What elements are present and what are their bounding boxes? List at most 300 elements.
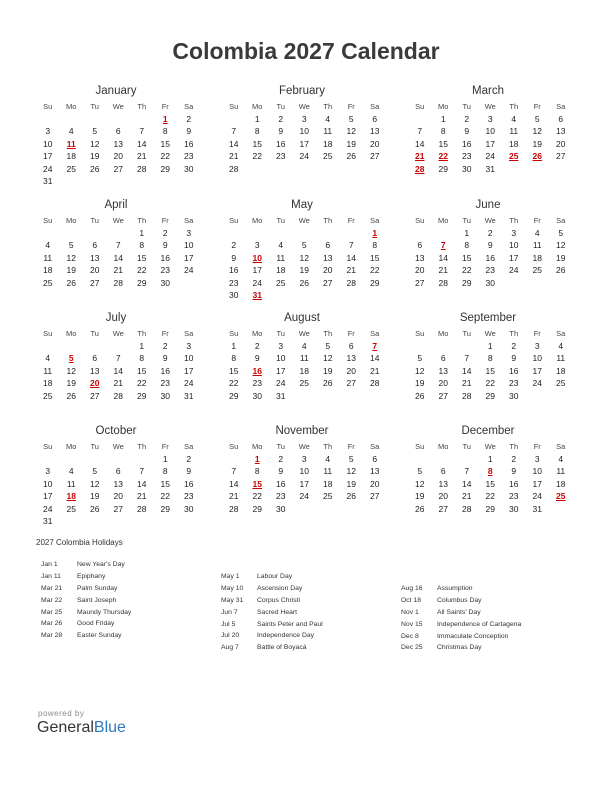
day-cell: 26 bbox=[415, 390, 425, 401]
day-cell: 10 bbox=[532, 466, 542, 477]
day-cell: 21 bbox=[137, 491, 147, 502]
day-cell: 29 bbox=[462, 277, 472, 288]
day-cell: 18 bbox=[43, 265, 53, 276]
empty-cell bbox=[408, 453, 432, 465]
day-cell: 12 bbox=[415, 478, 425, 489]
holiday-row bbox=[221, 630, 323, 642]
day-cell: 28 bbox=[229, 163, 239, 174]
day-cell: 11 bbox=[66, 478, 76, 489]
holiday-name: Epiphany bbox=[77, 572, 106, 580]
weekday-header: Th bbox=[323, 442, 333, 451]
day-cell: 2 bbox=[278, 114, 284, 124]
weekday-header: Fr bbox=[533, 329, 541, 338]
day-cell: 29 bbox=[485, 503, 495, 514]
day-cell: 9 bbox=[511, 353, 517, 364]
day-cell: 27 bbox=[113, 503, 123, 514]
day-cell: 5 bbox=[417, 466, 423, 477]
holiday-row bbox=[401, 619, 521, 631]
weekday-header: Mo bbox=[66, 102, 77, 111]
day-cell: 17 bbox=[532, 365, 542, 376]
weekday-header: Su bbox=[43, 329, 53, 338]
day-cell: 6 bbox=[92, 240, 98, 251]
holiday-date: Jan 11 bbox=[41, 572, 61, 580]
day-cell: 9 bbox=[186, 126, 192, 137]
day-cell: 29 bbox=[229, 390, 239, 401]
day-cell: 17 bbox=[43, 151, 53, 162]
holiday-day-cell: 8 bbox=[487, 466, 493, 477]
day-cell: 16 bbox=[276, 478, 286, 489]
holiday-name: Independence of Cartagena bbox=[437, 620, 522, 628]
holiday-name: Ascension Day bbox=[257, 584, 303, 592]
holiday-day-cell: 5 bbox=[68, 353, 74, 364]
day-cell: 26 bbox=[346, 491, 356, 502]
empty-cell bbox=[83, 113, 107, 125]
day-cell: 6 bbox=[558, 114, 564, 124]
weekday-header: Tu bbox=[462, 329, 471, 338]
weekday-header: Su bbox=[229, 102, 239, 111]
month-name: October bbox=[95, 425, 137, 437]
day-cell: 24 bbox=[252, 277, 262, 288]
day-cell: 15 bbox=[370, 252, 380, 263]
day-cell: 18 bbox=[323, 478, 333, 489]
day-cell: 14 bbox=[113, 365, 123, 376]
powered-by-text: powered by bbox=[38, 709, 85, 718]
holiday-row bbox=[41, 559, 131, 571]
day-cell: 10 bbox=[509, 240, 519, 251]
empty-cell bbox=[222, 227, 246, 239]
day-cell: 11 bbox=[556, 466, 566, 477]
day-cell: 16 bbox=[485, 252, 495, 263]
day-cell: 23 bbox=[485, 265, 495, 276]
day-cell: 14 bbox=[137, 138, 147, 149]
day-cell: 30 bbox=[509, 390, 519, 401]
day-cell: 7 bbox=[417, 126, 423, 137]
weekday-header: Sa bbox=[556, 216, 566, 225]
day-cell: 12 bbox=[323, 353, 333, 364]
day-cell: 24 bbox=[509, 265, 519, 276]
day-cell: 12 bbox=[532, 126, 542, 137]
day-cell: 22 bbox=[160, 151, 170, 162]
weekday-header: Sa bbox=[184, 329, 194, 338]
weekday-header: Th bbox=[509, 442, 519, 451]
day-cell: 7 bbox=[139, 466, 145, 477]
holiday-row bbox=[401, 631, 521, 643]
day-cell: 14 bbox=[438, 252, 448, 263]
weekday-header: Tu bbox=[462, 102, 471, 111]
weekday-header: We bbox=[484, 102, 496, 111]
day-cell: 27 bbox=[438, 390, 448, 401]
month-days-grid bbox=[408, 100, 568, 175]
holiday-row bbox=[41, 630, 131, 642]
weekday-header: Fr bbox=[161, 329, 169, 338]
day-cell: 22 bbox=[370, 265, 380, 276]
day-cell: 15 bbox=[137, 365, 147, 376]
month-days-grid bbox=[408, 327, 568, 402]
holiday-row bbox=[401, 583, 521, 595]
day-cell: 23 bbox=[509, 378, 519, 389]
weekday-header: Mo bbox=[252, 329, 263, 338]
weekday-header: Sa bbox=[556, 442, 566, 451]
weekday-header: Th bbox=[509, 216, 519, 225]
empty-cell bbox=[222, 453, 246, 465]
day-cell: 20 bbox=[346, 365, 356, 376]
day-cell: 12 bbox=[90, 138, 100, 149]
day-cell: 1 bbox=[139, 341, 145, 351]
day-cell: 14 bbox=[229, 478, 239, 489]
day-cell: 24 bbox=[184, 265, 194, 276]
holiday-date: Oct 18 bbox=[401, 596, 422, 604]
day-cell: 18 bbox=[323, 138, 333, 149]
weekday-header: Tu bbox=[276, 216, 285, 225]
day-cell: 6 bbox=[372, 454, 378, 464]
holiday-day-cell: 22 bbox=[438, 151, 448, 162]
day-cell: 17 bbox=[299, 478, 309, 489]
month-july bbox=[36, 309, 196, 402]
holiday-day-cell: 20 bbox=[90, 378, 100, 389]
day-cell: 13 bbox=[323, 252, 333, 263]
weekday-header: We bbox=[112, 442, 124, 451]
empty-cell bbox=[316, 227, 340, 239]
day-cell: 7 bbox=[115, 353, 121, 364]
day-cell: 21 bbox=[113, 378, 123, 389]
weekday-header: Th bbox=[137, 442, 147, 451]
day-cell: 28 bbox=[346, 277, 356, 288]
month-october bbox=[36, 422, 196, 527]
day-cell: 31 bbox=[532, 503, 542, 514]
day-cell: 20 bbox=[323, 265, 333, 276]
day-cell: 28 bbox=[113, 277, 123, 288]
weekday-header: Mo bbox=[252, 216, 263, 225]
day-cell: 1 bbox=[162, 454, 168, 464]
day-cell: 6 bbox=[115, 466, 121, 477]
day-cell: 20 bbox=[438, 378, 448, 389]
day-cell: 30 bbox=[276, 503, 286, 514]
day-cell: 19 bbox=[90, 151, 100, 162]
holiday-name: Good Friday bbox=[77, 620, 115, 628]
day-cell: 13 bbox=[113, 138, 123, 149]
empty-cell bbox=[432, 453, 456, 465]
day-cell: 16 bbox=[509, 478, 519, 489]
month-march bbox=[408, 82, 568, 175]
weekday-header: Mo bbox=[438, 216, 449, 225]
day-cell: 5 bbox=[92, 466, 98, 477]
empty-cell bbox=[60, 453, 84, 465]
holiday-date: Mar 26 bbox=[41, 620, 63, 628]
weekday-header: Th bbox=[137, 329, 147, 338]
day-cell: 15 bbox=[438, 138, 448, 149]
day-cell: 13 bbox=[113, 478, 123, 489]
weekday-header: Mo bbox=[438, 102, 449, 111]
empty-cell bbox=[107, 113, 131, 125]
day-cell: 14 bbox=[346, 252, 356, 263]
day-cell: 4 bbox=[68, 126, 74, 137]
day-cell: 15 bbox=[229, 365, 239, 376]
weekday-header: Tu bbox=[462, 216, 471, 225]
day-cell: 26 bbox=[66, 390, 76, 401]
weekday-header: Fr bbox=[347, 102, 355, 111]
weekday-header: Th bbox=[137, 216, 147, 225]
holiday-day-cell: 31 bbox=[252, 289, 262, 300]
day-cell: 20 bbox=[556, 138, 566, 149]
holiday-row bbox=[401, 595, 521, 607]
holiday-day-cell: 25 bbox=[509, 151, 519, 162]
day-cell: 25 bbox=[299, 378, 309, 389]
day-cell: 24 bbox=[485, 151, 495, 162]
generalblue-logo[interactable] bbox=[37, 719, 126, 737]
day-cell: 20 bbox=[113, 151, 123, 162]
day-cell: 10 bbox=[485, 126, 495, 137]
holiday-date: Mar 22 bbox=[41, 596, 63, 604]
weekday-header: Sa bbox=[370, 216, 380, 225]
day-cell: 3 bbox=[254, 240, 260, 251]
day-cell: 27 bbox=[90, 390, 100, 401]
day-cell: 26 bbox=[90, 503, 100, 514]
day-cell: 3 bbox=[301, 114, 307, 124]
month-days-grid bbox=[222, 440, 382, 515]
day-cell: 27 bbox=[438, 503, 448, 514]
weekday-header: Sa bbox=[184, 102, 194, 111]
day-cell: 24 bbox=[299, 151, 309, 162]
day-cell: 6 bbox=[325, 240, 331, 251]
day-cell: 23 bbox=[252, 378, 262, 389]
weekday-header: Su bbox=[43, 216, 53, 225]
day-cell: 16 bbox=[160, 252, 170, 263]
month-june bbox=[408, 196, 568, 289]
day-cell: 21 bbox=[438, 265, 448, 276]
holiday-name: Corpus Christi bbox=[257, 596, 301, 604]
weekday-header: Tu bbox=[276, 102, 285, 111]
day-cell: 22 bbox=[485, 491, 495, 502]
day-cell: 24 bbox=[299, 491, 309, 502]
day-cell: 2 bbox=[186, 454, 192, 464]
day-cell: 17 bbox=[43, 491, 53, 502]
day-cell: 9 bbox=[186, 466, 192, 477]
weekday-header: Su bbox=[229, 329, 239, 338]
day-cell: 17 bbox=[276, 365, 286, 376]
day-cell: 7 bbox=[231, 466, 237, 477]
day-cell: 8 bbox=[254, 126, 260, 137]
day-cell: 9 bbox=[511, 466, 517, 477]
empty-cell bbox=[293, 227, 317, 239]
weekday-header: Su bbox=[43, 442, 53, 451]
day-cell: 25 bbox=[323, 151, 333, 162]
day-cell: 18 bbox=[509, 138, 519, 149]
day-cell: 23 bbox=[276, 151, 286, 162]
weekday-header: We bbox=[298, 329, 310, 338]
holiday-name: Sacred Heart bbox=[257, 608, 298, 616]
holidays-title: 2027 Colombia Holidays bbox=[36, 538, 123, 547]
holiday-row bbox=[221, 583, 323, 595]
month-february bbox=[222, 82, 382, 175]
weekday-header: Sa bbox=[370, 442, 380, 451]
day-cell: 10 bbox=[184, 353, 194, 364]
month-name: December bbox=[461, 425, 515, 437]
holiday-date: Jul 20 bbox=[221, 632, 240, 640]
day-cell: 12 bbox=[556, 240, 566, 251]
day-cell: 4 bbox=[301, 341, 307, 351]
day-cell: 17 bbox=[509, 252, 519, 263]
month-name: January bbox=[95, 85, 137, 97]
weekday-header: We bbox=[112, 216, 124, 225]
weekday-header: We bbox=[112, 329, 124, 338]
day-cell: 9 bbox=[464, 126, 470, 137]
day-cell: 13 bbox=[370, 126, 380, 137]
month-name: July bbox=[105, 312, 127, 324]
weekday-header: Mo bbox=[438, 329, 449, 338]
day-cell: 16 bbox=[276, 138, 286, 149]
day-cell: 15 bbox=[160, 478, 170, 489]
weekday-header: Su bbox=[43, 102, 53, 111]
day-cell: 30 bbox=[184, 503, 194, 514]
weekday-header: Tu bbox=[90, 216, 99, 225]
day-cell: 4 bbox=[45, 353, 51, 364]
month-name: May bbox=[291, 199, 313, 211]
day-cell: 18 bbox=[532, 252, 542, 263]
day-cell: 31 bbox=[184, 390, 194, 401]
day-cell: 8 bbox=[440, 126, 446, 137]
holiday-row bbox=[221, 571, 323, 583]
day-cell: 23 bbox=[160, 378, 170, 389]
weekday-header: Th bbox=[323, 329, 333, 338]
holiday-name: Independence Day bbox=[257, 632, 315, 640]
holiday-row bbox=[41, 595, 131, 607]
day-cell: 18 bbox=[556, 478, 566, 489]
day-cell: 11 bbox=[276, 252, 286, 263]
holiday-date: Aug 16 bbox=[401, 585, 423, 592]
day-cell: 27 bbox=[370, 491, 380, 502]
day-cell: 2 bbox=[254, 341, 260, 351]
day-cell: 13 bbox=[415, 252, 425, 263]
month-days-grid bbox=[222, 214, 382, 301]
day-cell: 9 bbox=[278, 126, 284, 137]
day-cell: 12 bbox=[346, 466, 356, 477]
day-cell: 3 bbox=[45, 466, 51, 477]
day-cell: 26 bbox=[90, 163, 100, 174]
month-name: June bbox=[475, 199, 501, 211]
day-cell: 8 bbox=[372, 240, 378, 251]
weekday-header: Su bbox=[415, 442, 425, 451]
day-cell: 17 bbox=[184, 365, 194, 376]
day-cell: 10 bbox=[299, 126, 309, 137]
day-cell: 18 bbox=[276, 265, 286, 276]
day-cell: 2 bbox=[162, 341, 168, 351]
day-cell: 22 bbox=[462, 265, 472, 276]
holiday-name: Maundy Thursday bbox=[77, 608, 132, 616]
weekday-header: Sa bbox=[556, 329, 566, 338]
day-cell: 13 bbox=[438, 478, 448, 489]
day-cell: 22 bbox=[137, 378, 147, 389]
day-cell: 8 bbox=[139, 240, 145, 251]
day-cell: 22 bbox=[160, 491, 170, 502]
day-cell: 19 bbox=[66, 265, 76, 276]
weekday-header: Su bbox=[229, 216, 239, 225]
month-days-grid bbox=[36, 440, 196, 527]
holiday-name: Immaculate Conception bbox=[437, 632, 509, 640]
day-cell: 21 bbox=[137, 151, 147, 162]
day-cell: 4 bbox=[511, 114, 517, 124]
day-cell: 28 bbox=[462, 390, 472, 401]
day-cell: 23 bbox=[160, 265, 170, 276]
day-cell: 30 bbox=[184, 163, 194, 174]
day-cell: 23 bbox=[462, 151, 472, 162]
day-cell: 6 bbox=[372, 114, 378, 124]
day-cell: 13 bbox=[438, 365, 448, 376]
day-cell: 9 bbox=[162, 353, 168, 364]
day-cell: 29 bbox=[160, 163, 170, 174]
holiday-row bbox=[41, 607, 131, 619]
day-cell: 29 bbox=[485, 390, 495, 401]
holiday-name: Battle of Boyacá bbox=[257, 644, 307, 652]
weekday-header: Fr bbox=[161, 442, 169, 451]
month-days-grid bbox=[36, 327, 196, 402]
day-cell: 13 bbox=[90, 252, 100, 263]
day-cell: 14 bbox=[370, 353, 380, 364]
empty-cell bbox=[107, 453, 131, 465]
weekday-header: We bbox=[484, 216, 496, 225]
day-cell: 4 bbox=[45, 240, 51, 251]
day-cell: 2 bbox=[487, 228, 493, 238]
day-cell: 15 bbox=[485, 478, 495, 489]
day-cell: 26 bbox=[556, 265, 566, 276]
day-cell: 5 bbox=[68, 240, 74, 251]
holiday-column bbox=[221, 571, 323, 654]
weekday-header: We bbox=[298, 102, 310, 111]
holiday-day-cell: 16 bbox=[252, 365, 262, 376]
day-cell: 11 bbox=[509, 126, 519, 137]
day-cell: 7 bbox=[464, 466, 470, 477]
weekday-header: Tu bbox=[90, 102, 99, 111]
day-cell: 31 bbox=[43, 175, 53, 186]
holiday-date: Jun 7 bbox=[221, 608, 238, 616]
day-cell: 27 bbox=[415, 277, 425, 288]
weekday-header: Su bbox=[229, 442, 239, 451]
day-cell: 4 bbox=[558, 341, 564, 351]
weekday-header: Th bbox=[323, 216, 333, 225]
day-cell: 8 bbox=[162, 466, 168, 477]
weekday-header: Sa bbox=[184, 216, 194, 225]
page-title: Colombia 2027 Calendar bbox=[172, 38, 440, 64]
brand-blue-text: Blue bbox=[93, 719, 126, 736]
day-cell: 6 bbox=[115, 126, 121, 137]
day-cell: 28 bbox=[229, 503, 239, 514]
day-cell: 10 bbox=[276, 353, 286, 364]
day-cell: 7 bbox=[115, 240, 121, 251]
day-cell: 11 bbox=[556, 353, 566, 364]
day-cell: 5 bbox=[348, 114, 354, 124]
empty-cell bbox=[432, 227, 456, 239]
day-cell: 2 bbox=[278, 454, 284, 464]
day-cell: 24 bbox=[532, 378, 542, 389]
day-cell: 1 bbox=[231, 341, 237, 351]
day-cell: 30 bbox=[160, 277, 170, 288]
day-cell: 27 bbox=[113, 163, 123, 174]
day-cell: 21 bbox=[113, 265, 123, 276]
day-cell: 28 bbox=[462, 503, 472, 514]
day-cell: 19 bbox=[415, 378, 425, 389]
day-cell: 24 bbox=[184, 378, 194, 389]
day-cell: 14 bbox=[229, 138, 239, 149]
day-cell: 20 bbox=[415, 265, 425, 276]
holiday-date: May 10 bbox=[221, 584, 244, 592]
holiday-date: Jan 1 bbox=[41, 561, 58, 568]
empty-cell bbox=[36, 340, 60, 352]
day-cell: 21 bbox=[229, 491, 239, 502]
day-cell: 14 bbox=[113, 252, 123, 263]
day-cell: 9 bbox=[231, 252, 237, 263]
day-cell: 31 bbox=[485, 163, 495, 174]
holiday-day-cell: 1 bbox=[254, 454, 260, 464]
empty-cell bbox=[83, 227, 107, 239]
